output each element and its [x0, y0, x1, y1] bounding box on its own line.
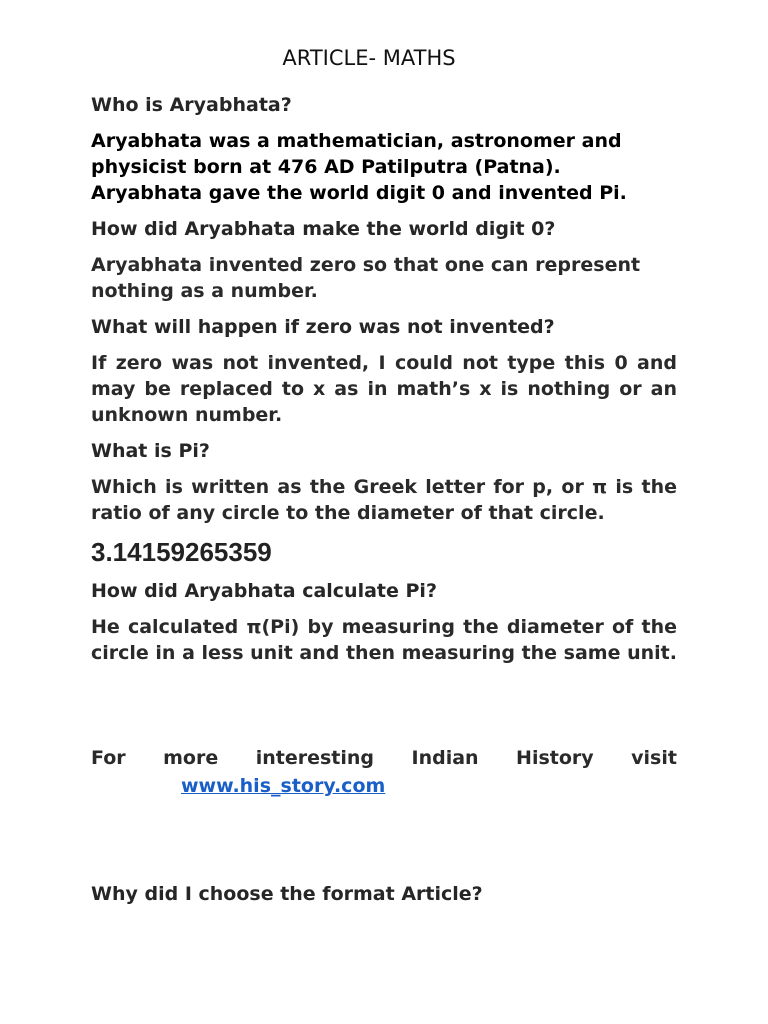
question-what-is-pi: What is Pi?: [91, 440, 210, 462]
answer-what-is-pi: Which is written as the Greek letter for p, or π is the ratio of any circle to the diameter of that circle.: [91, 476, 677, 524]
visit-paragraph: [91, 745, 677, 799]
answer-zero-not-invented: If zero was not invented, I could not type this 0 and may be replaced to x as in math’s x is nothing or an unknown number.: [91, 352, 677, 426]
pi-value: 3.14159265359: [91, 537, 272, 567]
closing-question: Why did I choose the format Article?: [91, 883, 483, 905]
visit-word: Indian: [411, 747, 479, 769]
visit-word: History: [516, 747, 594, 769]
answer-calculate-pi: He calculated π(Pi) by measuring the diameter of the circle in a less unit and then measuring the same unit.: [91, 616, 677, 664]
answer-digit-zero: Aryabhata invented zero so that one can represent nothing as a number.: [91, 254, 641, 302]
article-title: ARTICLE- MATHS: [282, 46, 456, 70]
question-calculate-pi: How did Aryabhata calculate Pi?: [91, 580, 437, 602]
question-zero-not-invented: What will happen if zero was not invented?: [91, 316, 555, 338]
article-body: [91, 92, 677, 676]
visit-word: For: [91, 747, 126, 769]
history-website-link[interactable]: www.his_story.com: [181, 775, 386, 797]
visit-word: more: [163, 747, 219, 769]
visit-text-row: [91, 745, 677, 771]
question-who-is-aryabhata: Who is Aryabhata?: [91, 94, 292, 116]
question-digit-zero: How did Aryabhata make the world digit 0?: [91, 218, 556, 240]
visit-word: interesting: [255, 747, 375, 769]
visit-word: visit: [631, 747, 677, 769]
answer-who-is-aryabhata: Aryabhata was a mathematician, astronomer and physicist born at 476 AD Patilputra (Patna). Aryabhata gave the world digit 0 and invented Pi.: [91, 130, 627, 204]
